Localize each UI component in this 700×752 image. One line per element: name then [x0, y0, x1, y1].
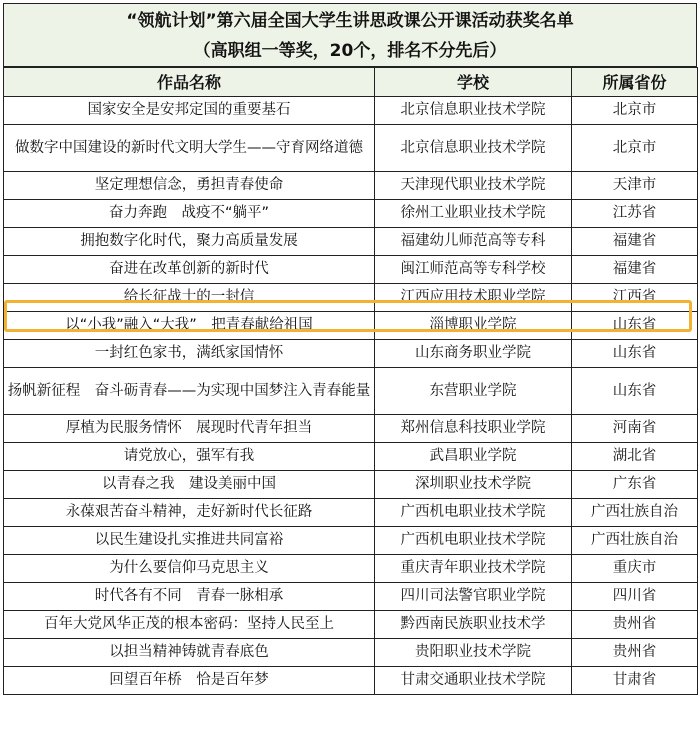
header-work: 作品名称: [4, 68, 375, 97]
table-row: [4, 443, 698, 471]
cell-school: 甘肃交通职业技术学院: [375, 667, 572, 695]
header-school: 学校: [375, 68, 572, 97]
table-row: [4, 228, 698, 256]
cell-work: 给长征战士的一封信: [4, 284, 375, 312]
cell-school: 徐州工业职业技术学院: [375, 200, 572, 228]
cell-province: 天津市: [572, 172, 698, 200]
cell-province: 广东省: [572, 471, 698, 499]
title-box: [3, 3, 697, 67]
cell-province: 重庆市: [572, 555, 698, 583]
award-list: [3, 3, 697, 695]
header-row: [4, 68, 698, 97]
cell-work: 厚植为民服务情怀 展现时代青年担当: [4, 415, 375, 443]
winners-table: [3, 67, 698, 695]
cell-province: 四川省: [572, 583, 698, 611]
cell-work: 时代各有不同 青春一脉相承: [4, 583, 375, 611]
table-row: [4, 200, 698, 228]
cell-province: 甘肃省: [572, 667, 698, 695]
cell-work: 回望百年桥 恰是百年梦: [4, 667, 375, 695]
cell-work: 扬帆新征程 奋斗砺青春——为实现中国梦注入青春能量: [4, 368, 375, 415]
cell-work: 奋进在改革创新的新时代: [4, 256, 375, 284]
cell-work: 请党放心，强军有我: [4, 443, 375, 471]
cell-school: 黔西南民族职业技术学: [375, 611, 572, 639]
table-row: [4, 611, 698, 639]
cell-school: 北京信息职业技术学院: [375, 97, 572, 125]
cell-province: 山东省: [572, 312, 698, 340]
cell-work: 永葆艰苦奋斗精神，走好新时代长征路: [4, 499, 375, 527]
cell-province: 北京市: [572, 97, 698, 125]
cell-province: 江苏省: [572, 200, 698, 228]
table-row: [4, 527, 698, 555]
cell-province: 江西省: [572, 284, 698, 312]
cell-province: 北京市: [572, 125, 698, 172]
cell-work: 一封红色家书，满纸家国情怀: [4, 340, 375, 368]
cell-school: 广西机电职业技术学院: [375, 499, 572, 527]
cell-work: 以民生建设扎实推进共同富裕: [4, 527, 375, 555]
cell-province: 山东省: [572, 368, 698, 415]
cell-school: 淄博职业学院: [375, 312, 572, 340]
cell-school: 东营职业学院: [375, 368, 572, 415]
cell-school: 深圳职业技术学院: [375, 471, 572, 499]
table-row: [4, 284, 698, 312]
title-line-1: “领航计划”第六届全国大学生讲思政课公开课活动获奖名单: [126, 11, 574, 31]
cell-school: 郑州信息科技职业学院: [375, 415, 572, 443]
cell-work: 以青春之我 建设美丽中国: [4, 471, 375, 499]
cell-school: 四川司法警官职业学院: [375, 583, 572, 611]
cell-work: 做数字中国建设的新时代文明大学生——守育网络道德: [4, 125, 375, 172]
cell-school: 重庆青年职业技术学院: [375, 555, 572, 583]
cell-work: 以“小我”融入“大我” 把青春献给祖国: [4, 312, 375, 340]
cell-province: 福建省: [572, 228, 698, 256]
cell-province: 广西壮族自治: [572, 527, 698, 555]
cell-work: 国家安全是安邦定国的重要基石: [4, 97, 375, 125]
table-row: [4, 368, 698, 415]
table-row: [4, 312, 698, 340]
cell-work: 百年大党风华正茂的根本密码：坚持人民至上: [4, 611, 375, 639]
table-row: [4, 125, 698, 172]
header-province: 所属省份: [572, 68, 698, 97]
cell-school: 北京信息职业技术学院: [375, 125, 572, 172]
cell-province: 河南省: [572, 415, 698, 443]
title-line-2: （高职组一等奖，20个，排名不分先后）: [193, 41, 507, 61]
cell-school: 江西应用技术职业学院: [375, 284, 572, 312]
cell-school: 贵阳职业技术学院: [375, 639, 572, 667]
cell-work: 为什么要信仰马克思主义: [4, 555, 375, 583]
table-body: [4, 97, 698, 695]
cell-province: 山东省: [572, 340, 698, 368]
cell-work: 奋力奔跑 战疫不“躺平”: [4, 200, 375, 228]
table-row: [4, 172, 698, 200]
table-row: [4, 471, 698, 499]
cell-school: 天津现代职业技术学院: [375, 172, 572, 200]
cell-work: 以担当精神铸就青春底色: [4, 639, 375, 667]
table-row: [4, 340, 698, 368]
cell-school: 闽江师范高等专科学校: [375, 256, 572, 284]
cell-province: 贵州省: [572, 639, 698, 667]
cell-school: 山东商务职业学院: [375, 340, 572, 368]
cell-work: 拥抱数字化时代，聚力高质量发展: [4, 228, 375, 256]
table-row: [4, 639, 698, 667]
cell-work: 坚定理想信念，勇担青春使命: [4, 172, 375, 200]
table-row: [4, 667, 698, 695]
table-row: [4, 415, 698, 443]
table-row: [4, 256, 698, 284]
table-row: [4, 555, 698, 583]
cell-province: 广西壮族自治: [572, 499, 698, 527]
cell-province: 湖北省: [572, 443, 698, 471]
table-row: [4, 499, 698, 527]
cell-school: 广西机电职业技术学院: [375, 527, 572, 555]
cell-province: 贵州省: [572, 611, 698, 639]
cell-province: 福建省: [572, 256, 698, 284]
cell-school: 福建幼儿师范高等专科: [375, 228, 572, 256]
cell-school: 武昌职业学院: [375, 443, 572, 471]
table-row: [4, 97, 698, 125]
table-row: [4, 583, 698, 611]
